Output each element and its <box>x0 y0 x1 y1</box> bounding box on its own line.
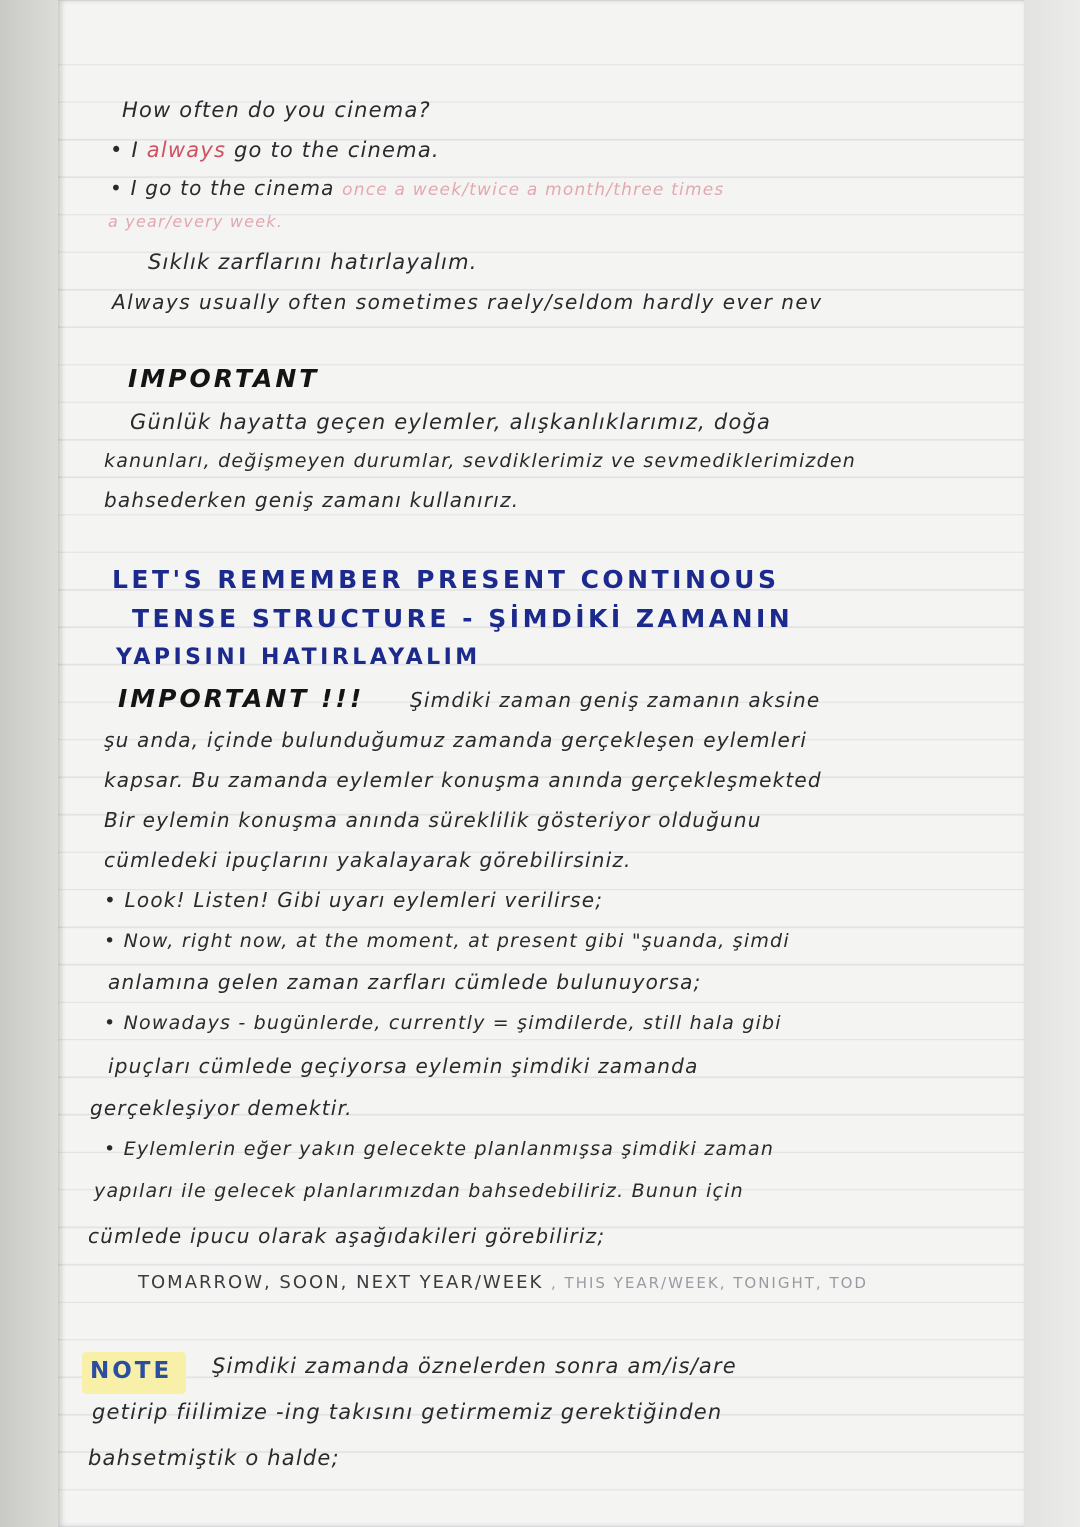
important-heading-1: IMPORTANT <box>128 364 320 393</box>
paragraph-2-line-4: Bir eylemin konuşma anında süreklilik gösteriyor olduğunu <box>104 808 762 832</box>
note-line-1: Şimdiki zamanda öznelerden sonra am/is/are <box>212 1354 737 1378</box>
present-continuous-heading-1: LET'S REMEMBER PRESENT CONTINOUS <box>112 565 780 594</box>
bullet-1: • Look! Listen! Gibi uyarı eylemleri verilirse; <box>104 888 604 912</box>
bullet-4-line-1: • Eylemlerin eğer yakın gelecekte planlanmışsa şimdiki zaman <box>104 1138 775 1160</box>
example-line-2-cont: a year/every week. <box>108 212 283 231</box>
bullet-2-line-2: anlamına gelen zaman zarfları cümlede bulunuyorsa; <box>108 970 702 994</box>
important-heading-2: IMPORTANT !!! <box>118 684 365 713</box>
paragraph-2-line-3: kapsar. Bu zamanda eylemler konuşma anında gerçekleşmekted <box>104 768 822 792</box>
note-label: NOTE <box>90 1358 173 1384</box>
adverbs-title: Sıklık zarflarını hatırlayalım. <box>148 250 478 274</box>
bullet-2-line-1: • Now, right now, at the moment, at present gibi "şuanda, şimdi <box>104 930 790 952</box>
present-continuous-heading-3: YAPISINI HATIRLAYALIM <box>116 645 481 670</box>
bullet-3-line-2: ipuçları cümlede geçiyorsa eylemin şimdiki zamanda <box>108 1054 699 1078</box>
adverbs-list: Always usually often sometimes raely/seldom hardly ever nev <box>112 290 823 314</box>
question-line: How often do you cinema? <box>122 98 431 122</box>
note-line-2: getirip fiilimize -ing takısını getirmemiz gerektiğinden <box>92 1400 723 1424</box>
frequency-phrase: once a week/twice a month/three times <box>342 180 725 200</box>
paragraph-2-line-5: cümledeki ipuçlarını yakalayarak görebilirsiniz. <box>104 848 632 872</box>
paragraph-2-line-2: şu anda, içinde bulunduğumuz zamanda gerçekleşen eylemleri <box>104 728 808 752</box>
paragraph-2-line-1: Şimdiki zaman geniş zamanın aksine <box>410 688 821 712</box>
bullet-3-line-1: • Nowadays - bugünlerde, currently = şimdilerde, still hala gibi <box>104 1012 782 1034</box>
paragraph-1-line-2: kanunları, değişmeyen durumlar, sevdiklerimiz ve sevmediklerimizden <box>104 450 856 472</box>
bullet-4-line-2: yapıları ile gelecek planlarımızdan bahsedebiliriz. Bunun için <box>94 1180 744 1202</box>
time-expressions: TOMARROW, SOON, NEXT YEAR/WEEK , THIS YEAR/WEEK, TONIGHT, TOD <box>138 1272 868 1293</box>
scan-left-margin <box>0 0 58 1527</box>
bullet-3-line-3: gerçekleşiyor demektir. <box>90 1096 353 1120</box>
present-continuous-heading-2: TENSE STRUCTURE - ŞİMDİKİ ZAMANIN <box>132 604 794 633</box>
bullet: • <box>110 176 123 200</box>
example-line-1: • I always go to the cinema. <box>110 138 440 162</box>
bullet-4-line-3: cümlede ipucu olarak aşağıdakileri görebiliriz; <box>88 1224 606 1248</box>
frequency-word: always <box>146 138 227 162</box>
scan-right-margin <box>1024 0 1080 1527</box>
note-line-3: bahsetmiştik o halde; <box>88 1446 340 1470</box>
paragraph-1-line-3: bahsederken geniş zamanı kullanırız. <box>104 488 520 512</box>
bullet: • <box>110 138 124 162</box>
paragraph-1-line-1: Günlük hayatta geçen eylemler, alışkanlıklarımız, doğa <box>130 410 772 434</box>
example-line-2: • I go to the cinema once a week/twice a month/three times <box>110 176 725 200</box>
